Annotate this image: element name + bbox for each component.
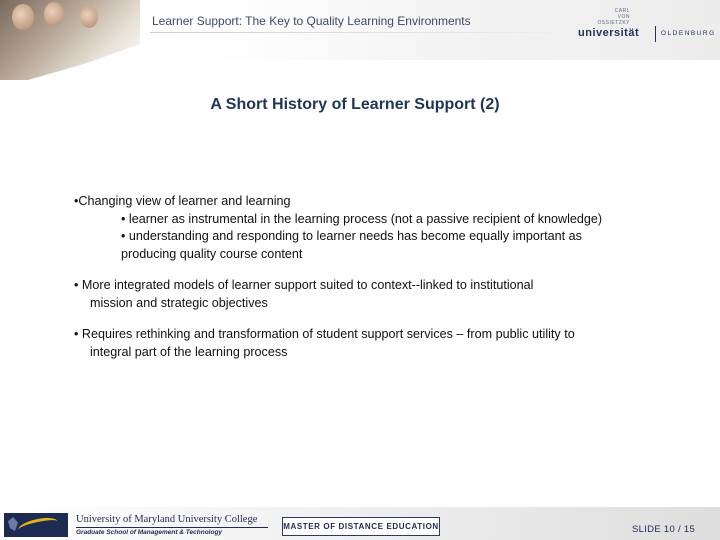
bullet-continuation: integral part of the learning process <box>90 344 288 359</box>
umuc-mark-icon <box>8 517 18 531</box>
umuc-name: University of Maryland University College <box>76 514 258 525</box>
program-label: MASTER OF DISTANCE EDUCATION <box>282 517 440 536</box>
sub-bullet-continuation: producing quality course content <box>121 246 303 261</box>
university-name: universität <box>578 27 640 39</box>
bullet-continuation: mission and strategic objectives <box>90 295 268 310</box>
university-city: OLDENBURG <box>661 30 716 37</box>
umuc-underline <box>76 527 268 528</box>
header-divider <box>150 32 580 33</box>
footer-band <box>0 507 720 540</box>
university-small-text: CARL VON OSSIETZKY <box>597 8 630 26</box>
student-face-1 <box>12 4 34 30</box>
sub-bullet-line: • learner as instrumental in the learning process (not a passive recipient of knowledge) <box>121 211 603 226</box>
header-title: Learner Support: The Key to Quality Learning Environments <box>152 14 471 28</box>
students-photo <box>0 0 140 80</box>
umuc-logo-icon <box>4 513 68 537</box>
umuc-school: Graduate School of Management & Technology <box>76 529 223 536</box>
bullet-paragraph <box>74 277 694 312</box>
slide-title: A Short History of Learner Support (2) <box>210 96 500 113</box>
student-face-2 <box>44 2 64 26</box>
umuc-swoosh-icon <box>17 515 59 536</box>
bullet-line: • Requires rethinking and transformation of student support services – from public utility to <box>74 327 575 341</box>
bullet-line: • More integrated models of learner support suited to context--linked to institutional <box>74 278 534 292</box>
slide-body <box>74 193 694 375</box>
slide-number: SLIDE 10 / 15 <box>632 524 696 535</box>
student-face-3 <box>80 6 98 28</box>
university-logo-divider <box>655 26 656 42</box>
header-band <box>0 0 720 60</box>
bullet-paragraph <box>74 193 694 263</box>
bullet-paragraph <box>74 326 694 361</box>
university-logo <box>578 8 716 42</box>
sub-bullet-line: • understanding and responding to learner needs has become equally important as <box>121 229 582 243</box>
bullet-line: •Changing view of learner and learning <box>74 194 291 208</box>
